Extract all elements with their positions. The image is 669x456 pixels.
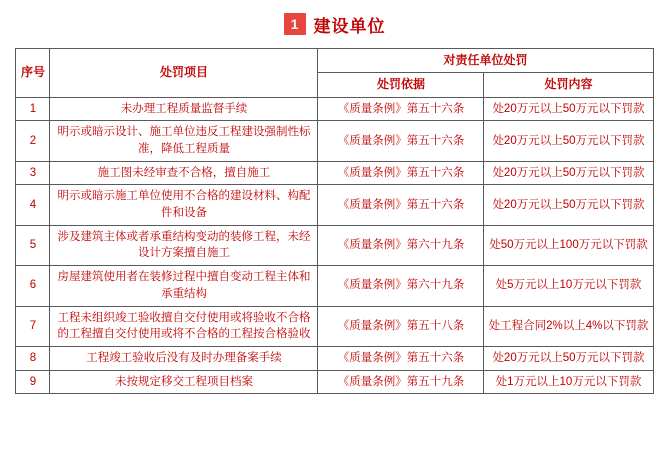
- cell-item: 工程竣工验收后没有及时办理备案手续: [50, 346, 318, 370]
- cell-content: 处20万元以上50万元以下罚款: [484, 346, 653, 370]
- cell-basis: 《质量条例》第五十六条: [318, 346, 484, 370]
- column-header-content: 处罚内容: [484, 73, 653, 97]
- cell-basis: 《质量条例》第五十六条: [318, 121, 484, 161]
- cell-no: 8: [16, 346, 50, 370]
- column-header-no: 序号: [16, 49, 50, 98]
- cell-item: 未办理工程质量监督手续: [50, 97, 318, 121]
- cell-no: 1: [16, 97, 50, 121]
- cell-basis: 《质量条例》第六十九条: [318, 266, 484, 306]
- table-body: [16, 97, 653, 393]
- table-row: [16, 97, 653, 121]
- table-row: [16, 121, 653, 161]
- table-row: [16, 225, 653, 265]
- cell-item: 房屋建筑使用者在装修过程中擅自变动工程主体和承重结构: [50, 266, 318, 306]
- cell-content: 处工程合同2%以上4%以下罚款: [484, 306, 653, 346]
- page-title: 建设单位: [313, 16, 386, 36]
- cell-no: 7: [16, 306, 50, 346]
- cell-content: 处5万元以上10万元以下罚款: [484, 266, 653, 306]
- cell-content: 处20万元以上50万元以下罚款: [484, 97, 653, 121]
- column-header-item: 处罚项目: [50, 49, 318, 98]
- column-header-group: 对责任单位处罚: [318, 49, 653, 73]
- cell-content: 处20万元以上50万元以下罚款: [484, 185, 653, 225]
- table-row: [16, 161, 653, 185]
- table-row: [16, 370, 653, 394]
- cell-basis: 《质量条例》第五十八条: [318, 306, 484, 346]
- cell-item: 未按规定移交工程项目档案: [50, 370, 318, 394]
- cell-content: 处20万元以上50万元以下罚款: [484, 161, 653, 185]
- table-head: [16, 49, 653, 98]
- cell-item: 明示或暗示施工单位使用不合格的建设材料、构配件和设备: [50, 185, 318, 225]
- cell-no: 9: [16, 370, 50, 394]
- cell-item: 施工图未经审查不合格，擅自施工: [50, 161, 318, 185]
- cell-content: 处20万元以上50万元以下罚款: [484, 121, 653, 161]
- cell-basis: 《质量条例》第五十九条: [318, 370, 484, 394]
- cell-no: 6: [16, 266, 50, 306]
- cell-item: 工程未组织竣工验收擅自交付使用或将验收不合格的工程擅自交付使用或将不合格的工程按合格验收: [50, 306, 318, 346]
- cell-no: 5: [16, 225, 50, 265]
- cell-no: 3: [16, 161, 50, 185]
- cell-basis: 《质量条例》第六十九条: [318, 225, 484, 265]
- penalty-table: [15, 48, 653, 394]
- table-row: [16, 306, 653, 346]
- cell-no: 2: [16, 121, 50, 161]
- cell-item: 涉及建筑主体或者承重结构变动的装修工程，未经设计方案擅自施工: [50, 225, 318, 265]
- cell-basis: 《质量条例》第五十六条: [318, 97, 484, 121]
- cell-no: 4: [16, 185, 50, 225]
- table-row: [16, 346, 653, 370]
- section-number-badge: 1: [284, 13, 306, 35]
- column-header-basis: 处罚依据: [318, 73, 484, 97]
- table-row: [16, 185, 653, 225]
- table-header-row-1: [16, 49, 653, 73]
- cell-content: 处50万元以上100万元以下罚款: [484, 225, 653, 265]
- cell-basis: 《质量条例》第五十六条: [318, 161, 484, 185]
- table-row: [16, 266, 653, 306]
- cell-basis: 《质量条例》第五十六条: [318, 185, 484, 225]
- cell-item: 明示或暗示设计、施工单位违反工程建设强制性标准，降低工程质量: [50, 121, 318, 161]
- cell-content: 处1万元以上10万元以下罚款: [484, 370, 653, 394]
- page-title-bar: [0, 0, 669, 42]
